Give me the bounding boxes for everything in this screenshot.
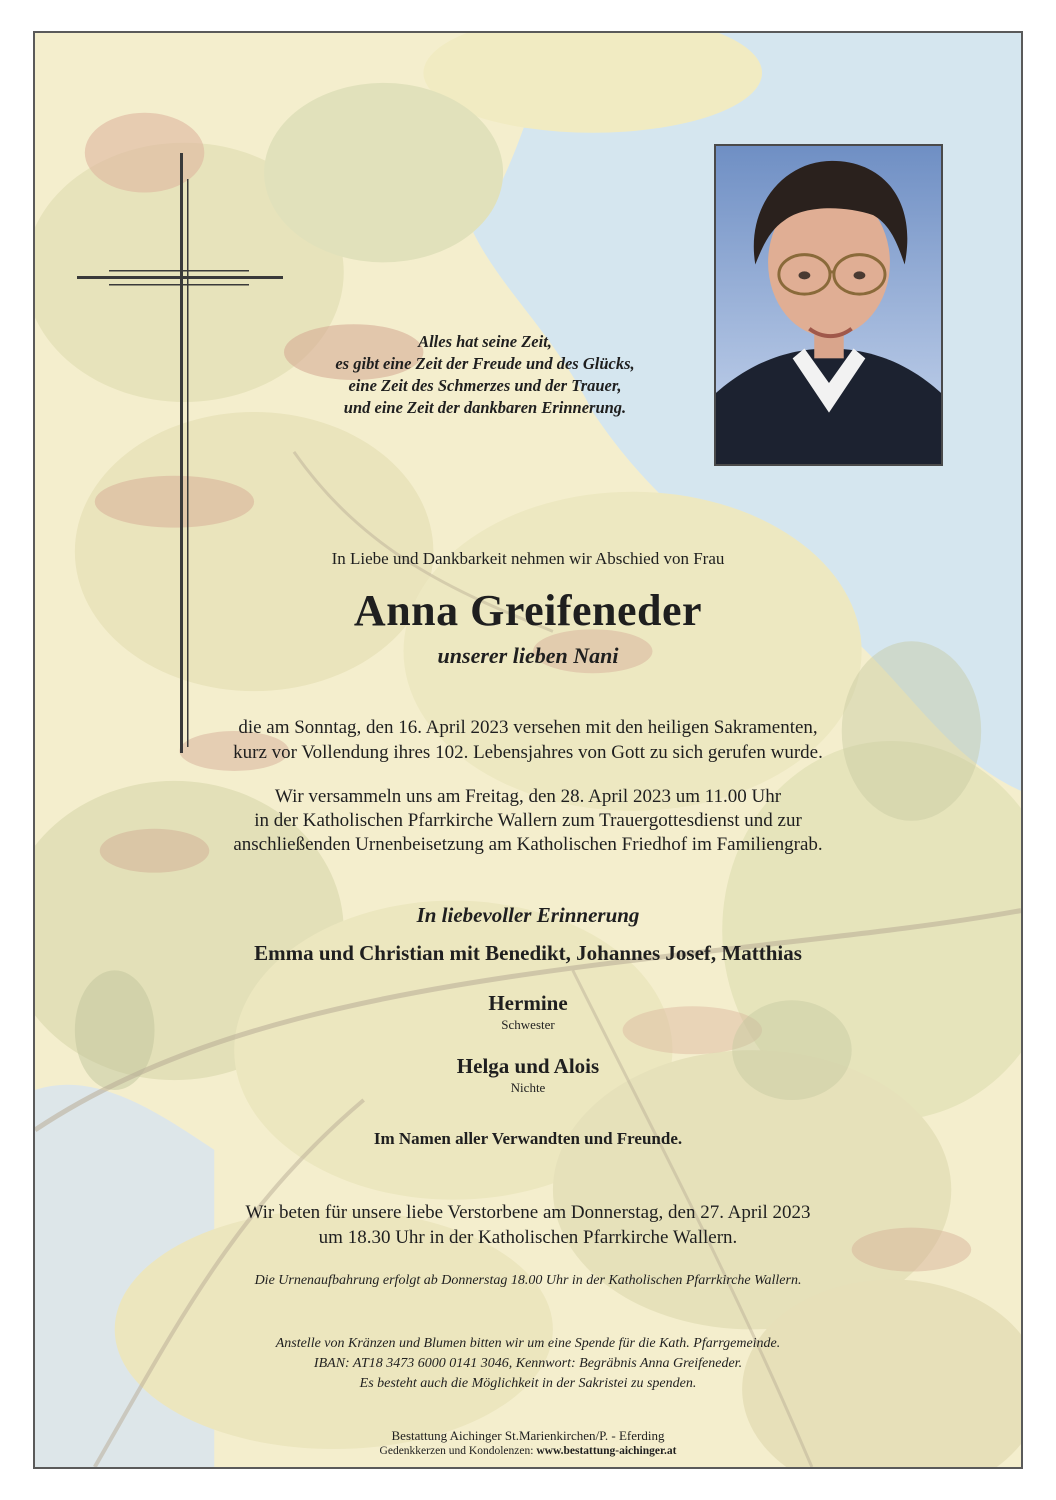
intro-text: In Liebe und Dankbarkeit nehmen wir Abschied von Frau: [331, 549, 725, 568]
donation-line: Es besteht auch die Möglichkeit in der Sakristei zu spenden.: [359, 1376, 697, 1391]
relatives-line: Im Namen aller Verwandten und Freunde.: [373, 1129, 683, 1148]
donation-note: [35, 1334, 1021, 1394]
death-notice: [35, 715, 1021, 765]
footer-links: [35, 1445, 1021, 1457]
quote-line: und eine Zeit der dankbaren Erinnerung.: [343, 398, 627, 417]
funeral-notice: [35, 785, 1021, 857]
donation-line: IBAN: AT18 3473 6000 0141 3046, Kennwort: Begräbnis Anna Greifeneder.: [313, 1356, 743, 1371]
funeral-notice-line: anschließenden Urnenbeisetzung am Katholischen Friedhof im Familiengrab.: [233, 834, 823, 855]
quote-line: eine Zeit des Schmerzes und der Trauer,: [348, 376, 622, 395]
quote-line: es gibt eine Zeit der Freude und des Glücks,: [335, 354, 635, 373]
mourner-sister: [35, 991, 1021, 1033]
deceased-name: Anna Greifeneder: [353, 586, 703, 635]
mourner-name: Hermine: [488, 991, 568, 1015]
footer-website-link[interactable]: www.bestattung-aichinger.at: [536, 1445, 677, 1457]
quote-line: Alles hat seine Zeit,: [418, 332, 552, 351]
prayer-notice: [35, 1200, 1021, 1250]
urn-note: Die Urnenaufbahrung erfolgt ab Donnerstag 18.00 Uhr in der Katholischen Pfarrkirche Wallern.: [254, 1273, 802, 1288]
mourner-niece: [35, 1054, 1021, 1096]
death-notice-line: kurz vor Vollendung ihres 102. Lebensjahres von Gott zu sich gerufen wurde.: [233, 742, 823, 763]
death-notice-line: die am Sonntag, den 16. April 2023 versehen mit den heiligen Sakramenten,: [238, 717, 818, 738]
quote-block: [225, 331, 745, 419]
footer-links-label: Gedenkkerzen und Kondolenzen:: [379, 1445, 537, 1457]
memory-heading: In liebevoller Erinnerung: [416, 903, 640, 927]
portrait-image: [716, 146, 941, 464]
footer-company: Bestattung Aichinger St.Marienkirchen/P. - Eferding: [391, 1428, 665, 1443]
prayer-line: um 18.30 Uhr in der Katholischen Pfarrkirche Wallern.: [318, 1227, 738, 1248]
mourner-role: Schwester: [501, 1017, 555, 1032]
prayer-line: Wir beten für unsere liebe Verstorbene am Donnerstag, den 27. April 2023: [245, 1202, 811, 1223]
portrait-photo: [714, 144, 943, 466]
deceased-nickname: unserer lieben Nani: [437, 643, 619, 668]
mourner-name: Helga und Alois: [456, 1054, 600, 1078]
donation-line: Anstelle von Kränzen und Blumen bitten wir um eine Spende für die Kath. Pfarrgemeinde.: [275, 1336, 781, 1351]
mourners-family: Emma und Christian mit Benedikt, Johannes Josef, Matthias: [254, 941, 802, 965]
mourner-role: Nichte: [510, 1080, 546, 1095]
funeral-notice-line: Wir versammeln uns am Freitag, den 28. April 2023 um 11.00 Uhr: [274, 786, 782, 807]
funeral-notice-line: in der Katholischen Pfarrkirche Wallern zum Trauergottesdienst und zur: [254, 810, 802, 831]
obituary-card: [33, 31, 1023, 1469]
